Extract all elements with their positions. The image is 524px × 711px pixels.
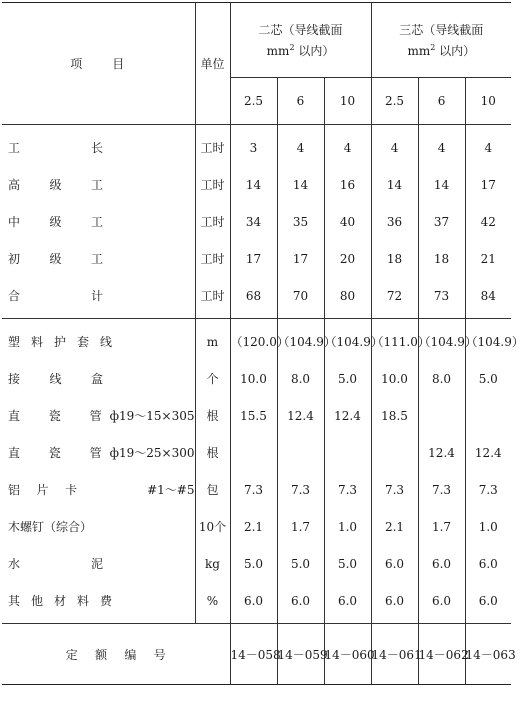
label-char: 线	[99, 335, 112, 349]
material-row	[2, 582, 511, 619]
labor-value: 68	[230, 277, 277, 314]
size-header: 6	[277, 78, 324, 125]
labor-row	[2, 166, 511, 203]
material-name-cell	[2, 360, 195, 397]
size-header: 2.5	[230, 78, 277, 125]
labor-unit: 工时	[195, 240, 230, 277]
material-value: 12.4	[465, 434, 511, 471]
label-char: 塑	[8, 335, 21, 349]
label-char: 初	[8, 252, 21, 266]
label-char: 工	[90, 178, 103, 192]
label-char: 接	[8, 372, 21, 386]
label-char: 级	[49, 252, 62, 266]
material-value: 7.3	[230, 471, 277, 508]
material-value	[465, 397, 511, 434]
material-unit: 根	[195, 434, 230, 471]
label-char: 级	[49, 215, 62, 229]
labor-name	[8, 213, 103, 230]
material-name-cell	[2, 545, 195, 582]
labor-unit: 工时	[195, 277, 230, 314]
material-value: 10.0	[371, 360, 418, 397]
labor-value: 14	[277, 166, 324, 203]
material-unit: 个	[195, 360, 230, 397]
material-spec: #1～#5	[147, 483, 195, 497]
label-char: 工	[90, 252, 103, 266]
label-char: 瓷	[48, 409, 61, 423]
unit-header: 单位	[195, 3, 230, 125]
label-char: 长	[90, 141, 103, 155]
labor-value: 18	[371, 240, 418, 277]
labor-name	[8, 176, 103, 193]
label-char: 他	[30, 594, 43, 608]
label-char: 管	[89, 446, 102, 460]
size-header: 6	[418, 78, 465, 125]
labor-value: 4	[371, 129, 418, 166]
material-name-cell	[2, 397, 195, 434]
material-spec: ф19～15×305	[109, 409, 195, 423]
material-value: 8.0	[277, 360, 324, 397]
label-char: 号	[153, 647, 166, 662]
labor-value: 4	[277, 129, 324, 166]
material-label	[8, 481, 195, 498]
labor-unit: 工时	[195, 203, 230, 240]
material-unit: m	[195, 323, 230, 360]
labor-value: 72	[371, 277, 418, 314]
labor-value: 70	[277, 277, 324, 314]
material-value: （104.9）	[324, 323, 371, 360]
material-spec: ф19～25×300	[109, 446, 195, 460]
labor-name-cell	[2, 129, 195, 166]
size-header: 10	[324, 78, 371, 125]
quota-code: 14－058	[230, 624, 277, 685]
labor-value: 4	[465, 129, 511, 166]
labor-row	[2, 129, 511, 166]
label-char: 线	[49, 372, 62, 386]
label-char: 工	[90, 215, 103, 229]
material-label	[8, 444, 195, 461]
material-value: （111.0）	[371, 323, 418, 360]
quota-code: 14－060	[324, 624, 371, 685]
label-char: 定	[65, 647, 78, 662]
material-name	[8, 407, 102, 424]
label-char: 直	[8, 446, 21, 460]
material-value: 12.4	[418, 434, 465, 471]
label-char: 护	[53, 335, 66, 349]
material-value: 7.3	[324, 471, 371, 508]
label-char: 工	[8, 141, 21, 155]
label-char: 水	[8, 557, 21, 571]
quota-code: 14－059	[277, 624, 324, 685]
labor-value: 42	[465, 203, 511, 240]
labor-name	[8, 139, 103, 156]
material-value	[230, 434, 277, 471]
item-header: 项 目	[2, 3, 195, 125]
material-value: 5.0	[324, 360, 371, 397]
labor-value: 84	[465, 277, 511, 314]
labor-name-cell	[2, 240, 195, 277]
label-char: 直	[8, 409, 21, 423]
material-name	[8, 592, 112, 609]
labor-value: 35	[277, 203, 324, 240]
labor-name-cell	[2, 166, 195, 203]
material-name	[8, 370, 103, 387]
labor-unit: 工时	[195, 166, 230, 203]
quota-table	[2, 2, 524, 685]
material-name-cell	[2, 508, 195, 545]
material-name	[8, 333, 112, 350]
labor-value: 4	[324, 129, 371, 166]
material-unit: 根	[195, 397, 230, 434]
quota-code: 14－062	[418, 624, 465, 685]
material-value: （120.0）	[230, 323, 277, 360]
material-value: 6.0	[371, 545, 418, 582]
material-value: 6.0	[324, 582, 371, 619]
labor-value: 14	[418, 166, 465, 203]
material-value: 10.0	[230, 360, 277, 397]
labor-value: 14	[371, 166, 418, 203]
label-char: 计	[90, 289, 103, 303]
material-value: 1.0	[324, 508, 371, 545]
material-value: 5.0	[230, 545, 277, 582]
material-value: 6.0	[465, 545, 511, 582]
labor-name-cell	[2, 277, 195, 314]
material-value	[277, 434, 324, 471]
label-char: 料	[76, 594, 89, 608]
label-char: 盒	[90, 372, 103, 386]
label-char: 级	[49, 178, 62, 192]
quota-code: 14－061	[371, 624, 418, 685]
labor-value: 4	[418, 129, 465, 166]
labor-value: 18	[418, 240, 465, 277]
material-value: 1.7	[277, 508, 324, 545]
labor-value: 21	[465, 240, 511, 277]
labor-value: 37	[418, 203, 465, 240]
material-value: （104.9）	[418, 323, 465, 360]
label-char: 泥	[90, 557, 103, 571]
material-value: 8.0	[418, 360, 465, 397]
label-char: 管	[89, 409, 102, 423]
label-char: 合	[8, 289, 21, 303]
material-label	[8, 407, 195, 424]
labor-value: 3	[230, 129, 277, 166]
labor-value: 17	[277, 240, 324, 277]
material-value	[371, 434, 418, 471]
material-row	[2, 397, 511, 434]
labor-value: 17	[230, 240, 277, 277]
labor-row	[2, 240, 511, 277]
material-value: 7.3	[277, 471, 324, 508]
label-char: 料	[30, 335, 43, 349]
material-row	[2, 471, 511, 508]
material-value: 7.3	[371, 471, 418, 508]
size-header: 10	[465, 78, 511, 125]
material-value: 1.0	[465, 508, 511, 545]
material-unit: 包	[195, 471, 230, 508]
size-header: 2.5	[371, 78, 418, 125]
labor-unit: 工时	[195, 129, 230, 166]
label-char: 材	[53, 594, 66, 608]
material-value: 5.0	[465, 360, 511, 397]
labor-name	[8, 250, 103, 267]
labor-name-cell	[2, 203, 195, 240]
labor-row	[2, 277, 511, 314]
material-value: 1.7	[418, 508, 465, 545]
material-row	[2, 360, 511, 397]
material-value: 5.0	[324, 545, 371, 582]
labor-value: 20	[324, 240, 371, 277]
label-char: 费	[99, 594, 112, 608]
material-value: （104.9）	[465, 323, 511, 360]
label-char: 套	[76, 335, 89, 349]
material-value: 6.0	[371, 582, 418, 619]
labor-value: 34	[230, 203, 277, 240]
labor-value: 14	[230, 166, 277, 203]
material-value: 6.0	[418, 582, 465, 619]
two-core-header: 二芯（导线截面 $mm^2$ 以内）	[230, 3, 371, 78]
material-value: 15.5	[230, 397, 277, 434]
material-row	[2, 545, 511, 582]
label-char: 片	[36, 483, 49, 497]
quota-code: 14－063	[465, 624, 511, 685]
label-char: 瓷	[48, 446, 61, 460]
labor-value: 40	[324, 203, 371, 240]
label-char: 铝	[8, 483, 21, 497]
material-value: 12.4	[277, 397, 324, 434]
material-value: 6.0	[418, 545, 465, 582]
material-row	[2, 323, 511, 360]
material-row	[2, 434, 511, 471]
material-value: （104.9）	[277, 323, 324, 360]
label-char: 中	[8, 215, 21, 229]
material-value: 18.5	[371, 397, 418, 434]
labor-value: 16	[324, 166, 371, 203]
labor-value: 73	[418, 277, 465, 314]
material-name-cell	[2, 323, 195, 360]
material-value: 6.0	[465, 582, 511, 619]
label-char: 其	[8, 594, 21, 608]
code-label	[66, 646, 166, 663]
material-name-cell	[2, 434, 195, 471]
material-value: 6.0	[230, 582, 277, 619]
material-unit: kg	[195, 545, 230, 582]
material-unit: 10个	[195, 508, 230, 545]
material-name	[8, 444, 102, 461]
label-char: 高	[8, 178, 21, 192]
material-value: 2.1	[371, 508, 418, 545]
material-name	[8, 555, 103, 572]
label-char: 额	[95, 647, 108, 662]
labor-row	[2, 203, 511, 240]
material-unit: %	[195, 582, 230, 619]
material-value: 7.3	[418, 471, 465, 508]
material-name: 木螺钉（综合）	[8, 520, 93, 534]
labor-value: 36	[371, 203, 418, 240]
material-value: 6.0	[277, 582, 324, 619]
label-char: 卡	[65, 483, 78, 497]
material-name-cell	[2, 471, 195, 508]
material-value: 2.1	[230, 508, 277, 545]
code-label-cell	[2, 624, 230, 685]
material-name-cell	[2, 582, 195, 619]
material-value: 5.0	[277, 545, 324, 582]
three-core-header: 三芯（导线截面 $mm^2$ 以内）	[371, 3, 511, 78]
material-value	[324, 434, 371, 471]
labor-name	[8, 287, 103, 304]
material-name	[8, 481, 77, 498]
label-char: 编	[124, 647, 137, 662]
material-value	[418, 397, 465, 434]
labor-value: 17	[465, 166, 511, 203]
material-value: 7.3	[465, 471, 511, 508]
material-value: 12.4	[324, 397, 371, 434]
labor-value: 80	[324, 277, 371, 314]
material-row	[2, 508, 511, 545]
